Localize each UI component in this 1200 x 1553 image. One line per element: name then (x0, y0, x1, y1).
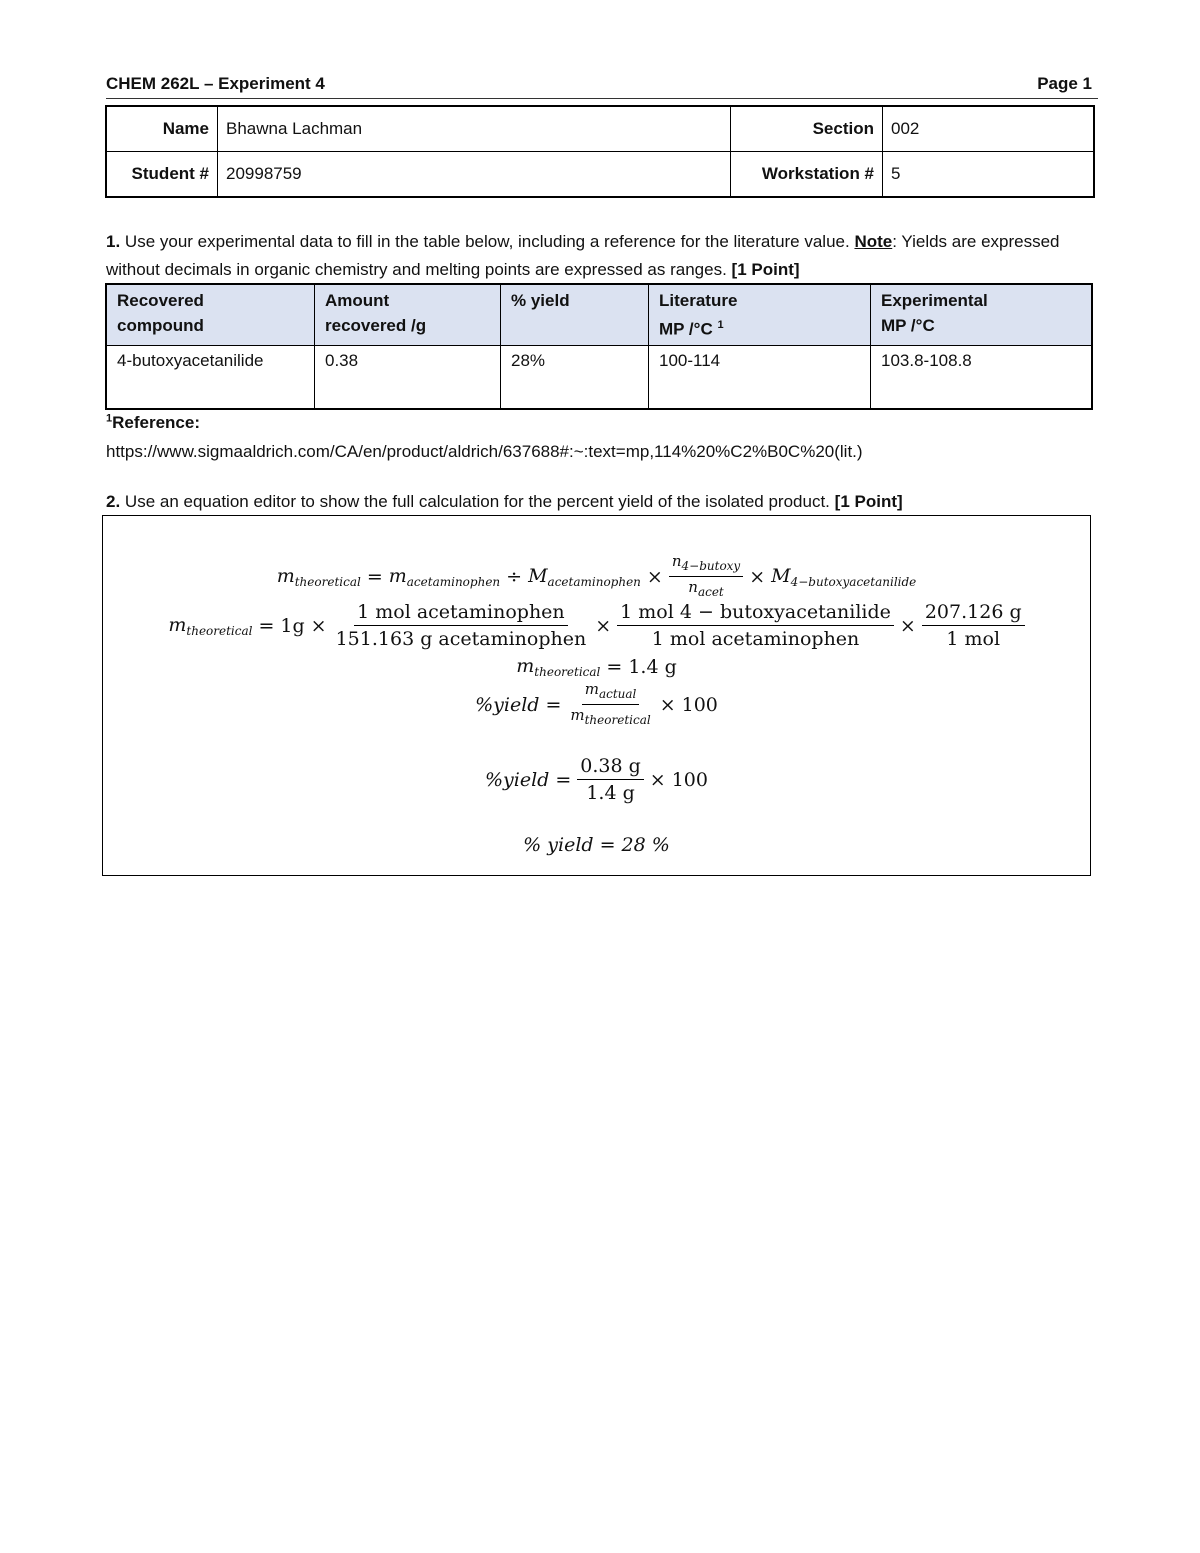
mole-ratio-fraction: $\frac{n_{4-butoxy}}{n_{acet}}$ (669, 552, 743, 601)
table-header-row (106, 284, 1092, 345)
column-header: Recovered compound (106, 284, 315, 345)
info-row (106, 152, 1094, 198)
question-2-points: [1 Point] (834, 492, 903, 511)
reference (106, 404, 1096, 466)
column-header: Experimental MP /°C (871, 284, 1093, 345)
table-cell: 0.38 (315, 345, 501, 409)
equation-theoretical-result: $m_{theoretical}$ = 1.4 g (516, 655, 677, 679)
column-header: Literature MP /°C $^1$ (649, 284, 871, 345)
note-label: Note (854, 232, 893, 251)
fraction: $\frac{207.126 g}{\text{1 mol}}$ (922, 600, 1025, 651)
fraction: $\frac{0.38 g}{1.4 g}$ (577, 754, 644, 805)
table-cell: 103.8-108.8 (871, 345, 1093, 409)
results-table (105, 283, 1093, 410)
calculation-box (102, 515, 1091, 876)
table-cell: 4-butoxyacetanilide (106, 345, 315, 409)
equation-substitution: $m_{theoretical}$ = 1g × $\frac{\text{1 mol acetaminophen}}{\text{151.163 g acetaminophen}}$ × $\frac{\text{1 mol 4 − butoxyacetanilide}}{\text{1 mol acetaminophen}}$ × $\frac{207.126 g}{\text{1 mol}}$ (103, 600, 1090, 651)
section-value: 002 (883, 106, 1095, 152)
equation-percent-yield: %yield = $\frac{m_{actual}}{m_{theoretical}}$ × 100 (475, 680, 718, 727)
column-header: % yield (501, 284, 649, 345)
reference-label: Reference: (112, 412, 200, 432)
student-number-label: Student # (106, 152, 218, 198)
table-row (106, 345, 1092, 409)
reference-url[interactable]: https://www.sigmaaldrich.com/CA/en/product/aldrich/637688#:~:text=mp,114%20%C2%B0C%20(lit.) (106, 441, 863, 461)
student-info-table (105, 105, 1095, 198)
question-2 (106, 489, 1096, 515)
workstation-value: 5 (883, 152, 1095, 198)
name-value: Bhawna Lachman (218, 106, 731, 152)
equation-percent-yield-values: %yield = $\frac{0.38 g}{1.4 g}$ × 100 (485, 755, 708, 804)
page-number: Page 1 (1037, 74, 1092, 93)
section-label: Section (731, 106, 883, 152)
fraction: $\frac{\text{1 mol acetaminophen}}{\text{151.163 g acetaminophen}}$ (335, 601, 587, 650)
workstation-label: Workstation # (731, 152, 883, 198)
student-number-value: 20998759 (218, 152, 731, 198)
question-1-text: Use your experimental data to fill in the table below, including a reference for the literature value. (124, 232, 850, 251)
table-cell: 28% (501, 345, 649, 409)
question-1-number: 1. (106, 232, 121, 251)
equation-general: $m_{theoretical}$ = $m_{acetaminophen}$ ÷ $M_{acetaminophen}$ × $\frac{n_{4-butoxy}}{n_{acet}}$ × $M_{4-butoxyacetanilide}$ (276, 552, 917, 599)
note-text: : Yields are expressed without decimals in organic chemistry and melting points are expressed as ranges. (106, 232, 1060, 279)
reference-sup: 1 (106, 412, 113, 424)
equation-final-result: % yield = 28 % (523, 834, 670, 856)
question-2-text: Use an equation editor to show the full calculation for the percent yield of the isolated product. (124, 492, 830, 511)
question-1 (106, 228, 1096, 284)
page-header (106, 72, 1098, 99)
question-2-number: 2. (106, 492, 121, 511)
fraction: $\frac{\text{1 mol 4 − butoxyacetanilide}}{\text{1 mol acetaminophen}}$ (617, 600, 894, 651)
info-row (106, 106, 1094, 152)
fraction: $\frac{m_{actual}}{m_{theoretical}}$ (570, 680, 651, 727)
column-header: Amount recovered /g (315, 284, 501, 345)
course-title: CHEM 262L – Experiment 4 (106, 74, 325, 93)
name-label: Name (106, 106, 218, 152)
question-1-points: [1 Point] (731, 260, 800, 279)
table-cell: 100-114 (649, 345, 871, 409)
